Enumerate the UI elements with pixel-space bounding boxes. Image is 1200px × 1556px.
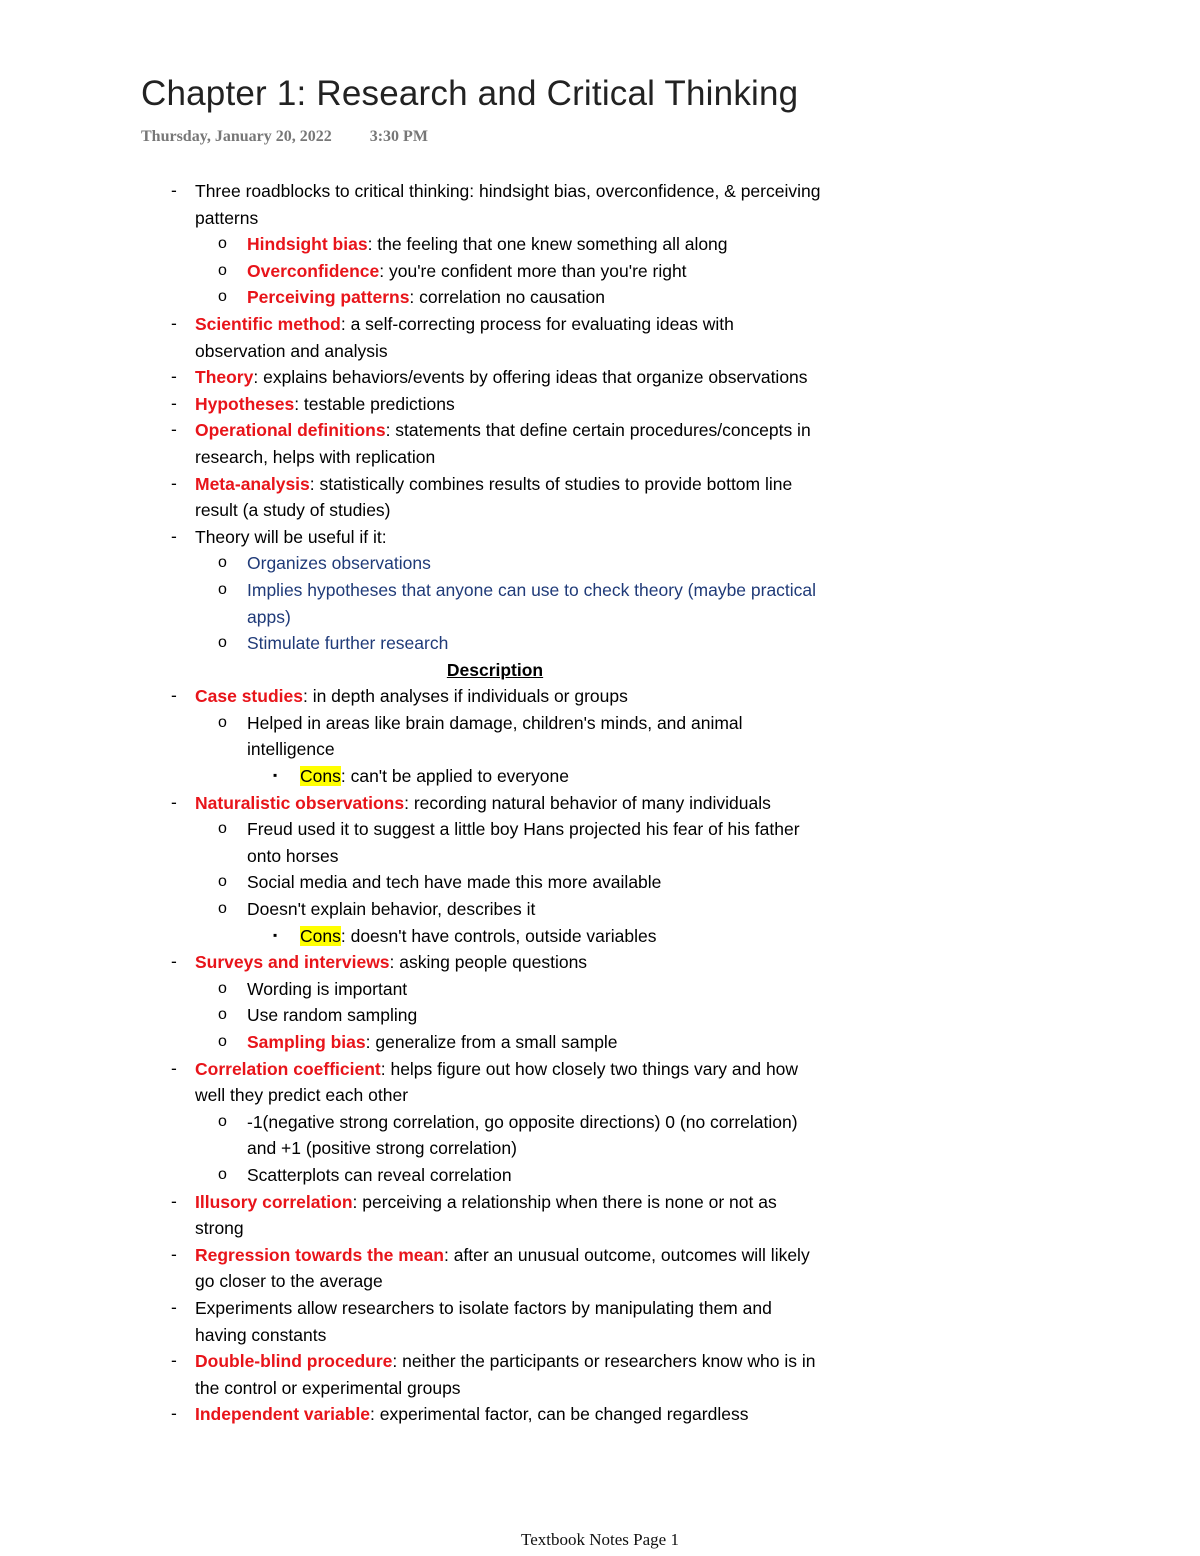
note-body: Social media and tech have made this more available	[247, 872, 662, 893]
note-text	[247, 553, 431, 573]
note-item	[165, 816, 825, 869]
key-term: Hypotheses	[195, 393, 295, 414]
page-title: Chapter 1: Research and Critical Thinking	[141, 74, 799, 113]
note-item	[165, 923, 825, 950]
key-term: Perceiving patterns	[247, 287, 410, 308]
note-text	[195, 394, 455, 414]
dash-bullet-icon: -	[171, 525, 177, 546]
note-body: : neither the participants or researchers know who is in the control or experimental groups	[195, 1351, 816, 1398]
key-term: Surveys and interviews	[195, 952, 390, 973]
note-text	[247, 1005, 417, 1025]
note-body: : can't be applied to everyone	[340, 766, 569, 787]
circle-bullet-icon: o	[218, 1112, 227, 1130]
note-item	[165, 231, 825, 258]
note-text	[247, 580, 816, 627]
circle-bullet-icon: o	[218, 1006, 227, 1024]
note-item	[165, 949, 825, 976]
note-item	[165, 1348, 825, 1401]
note-text	[247, 899, 535, 919]
note-item	[165, 763, 825, 790]
note-body: : perceiving a relationship when there is none or not as strong	[195, 1191, 777, 1239]
dash-bullet-icon: -	[171, 1057, 177, 1078]
note-item	[165, 391, 825, 418]
note-body: Experiments allow researchers to isolate factors by manipulating them and having constants	[195, 1297, 772, 1345]
note-text	[247, 1032, 618, 1052]
note-body: Theory will be useful if it:	[195, 526, 387, 547]
note-item	[165, 550, 825, 577]
note-body: : a self-correcting process for evaluating ideas with observation and analysis	[195, 313, 734, 361]
key-term: Hindsight bias	[247, 234, 368, 255]
circle-bullet-icon: o	[218, 580, 227, 598]
highlighted-label: Cons	[300, 766, 341, 787]
note-text	[247, 872, 661, 892]
dash-bullet-icon: -	[171, 791, 177, 812]
note-text	[195, 1351, 816, 1398]
note-item	[165, 471, 825, 524]
dash-bullet-icon: -	[171, 1350, 177, 1371]
note-body: -1(negative strong correlation, go opposite directions) 0 (no correlation) and +1 (positive strong correlation)	[247, 1111, 798, 1159]
dash-bullet-icon: -	[171, 419, 177, 440]
note-text	[195, 314, 734, 361]
note-body: Implies hypotheses that anyone can use to check theory (maybe practical apps)	[247, 579, 817, 627]
note-text	[247, 819, 800, 866]
note-item	[165, 1162, 825, 1189]
dash-bullet-icon: -	[171, 180, 177, 200]
note-body: Helped in areas like brain damage, children's minds, and animal intelligence	[247, 712, 743, 760]
key-term: Correlation coefficient	[195, 1058, 381, 1079]
note-text	[195, 1059, 798, 1106]
note-item	[165, 1401, 825, 1428]
square-bullet-icon: ▪	[273, 927, 278, 942]
note-body: Doesn't explain behavior, describes it	[247, 899, 536, 920]
note-item	[165, 1002, 825, 1029]
dash-bullet-icon: -	[171, 1190, 177, 1211]
dash-bullet-icon: -	[171, 366, 177, 387]
note-text	[247, 633, 448, 653]
dash-bullet-icon: -	[171, 1403, 177, 1424]
circle-bullet-icon: o	[218, 979, 227, 997]
note-body: : explains behaviors/events by offering ideas that organize observations	[253, 367, 808, 388]
note-item	[165, 1242, 825, 1295]
note-item	[165, 869, 825, 896]
note-body: : asking people questions	[389, 952, 588, 973]
note-text	[195, 1404, 748, 1424]
circle-bullet-icon: o	[218, 554, 227, 572]
note-item	[165, 976, 825, 1003]
dash-bullet-icon: -	[171, 1243, 177, 1264]
note-body: Freud used it to suggest a little boy Hans projected his fear of his father onto horses	[247, 819, 800, 866]
dash-bullet-icon: -	[171, 685, 177, 706]
key-term: Independent variable	[195, 1404, 371, 1425]
page-time: 3:30 PM	[369, 128, 428, 145]
circle-bullet-icon: o	[218, 261, 227, 279]
note-body: Description	[446, 659, 544, 680]
key-term: Regression towards the mean	[195, 1244, 444, 1265]
page-date: Thursday, January 20, 2022	[141, 128, 332, 145]
circle-bullet-icon: o	[218, 1033, 227, 1050]
circle-bullet-icon: o	[218, 900, 227, 918]
note-text	[195, 793, 771, 813]
note-body: : helps figure out how closely two things vary and how well they predict each other	[195, 1058, 799, 1106]
key-term: Sampling bias	[247, 1032, 366, 1052]
highlighted-label: Cons	[300, 925, 341, 946]
note-item	[165, 417, 825, 470]
note-text	[247, 287, 605, 307]
note-body: Use random sampling	[247, 1005, 418, 1026]
note-item	[165, 311, 825, 364]
note-body: : correlation no causation	[409, 287, 605, 308]
note-body: Scatterplots can reveal correlation	[247, 1164, 512, 1185]
note-text	[195, 420, 811, 467]
note-item	[165, 524, 825, 551]
note-item	[165, 1189, 825, 1242]
circle-bullet-icon: o	[218, 634, 227, 652]
page-meta	[141, 128, 428, 146]
key-term: Scientific method	[195, 313, 341, 334]
note-body: : generalize from a small sample	[365, 1032, 618, 1052]
dash-bullet-icon: -	[171, 392, 177, 413]
dash-bullet-icon: -	[171, 472, 177, 493]
note-body: : testable predictions	[294, 393, 455, 414]
note-text	[195, 527, 387, 547]
dash-bullet-icon: -	[171, 312, 177, 333]
note-item	[165, 630, 825, 657]
note-body: : after an unusual outcome, outcomes will likely go closer to the average	[195, 1244, 810, 1292]
note-text	[195, 1245, 810, 1292]
note-text	[247, 1112, 798, 1159]
note-item	[165, 683, 825, 710]
note-text	[300, 926, 656, 946]
key-term: Operational definitions	[195, 420, 386, 441]
note-item	[165, 1109, 825, 1162]
note-item	[165, 896, 825, 923]
note-body: : you're confident more than you're right	[379, 260, 687, 281]
note-text	[195, 1192, 777, 1239]
section-heading	[165, 657, 825, 684]
note-body: : statistically combines results of studies to provide bottom line result (a study of studies)	[195, 473, 793, 521]
note-text	[195, 181, 820, 228]
circle-bullet-icon: o	[218, 713, 227, 731]
note-item	[165, 178, 825, 231]
note-item	[165, 790, 825, 817]
key-term: Double-blind procedure	[195, 1351, 393, 1372]
note-body: : in depth analyses if individuals or groups	[302, 686, 628, 707]
key-term: Case studies	[195, 686, 303, 707]
note-body: : the feeling that one knew something all along	[367, 234, 728, 255]
key-term: Theory	[195, 367, 254, 388]
key-term: Naturalistic observations	[195, 792, 405, 813]
note-text	[195, 474, 792, 521]
note-item	[165, 284, 825, 311]
note-body: Organizes observations	[247, 553, 431, 574]
note-text	[247, 261, 687, 281]
note-text	[300, 766, 569, 786]
note-text	[247, 713, 743, 760]
page-footer: Textbook Notes Page 1	[521, 1530, 679, 1549]
note-item	[165, 258, 825, 285]
dash-bullet-icon: -	[171, 1296, 177, 1317]
circle-bullet-icon: o	[218, 1165, 227, 1183]
note-body: : doesn't have controls, outside variables	[340, 925, 657, 946]
notes-outline	[165, 178, 825, 1428]
circle-bullet-icon: o	[218, 873, 227, 891]
note-text	[247, 1165, 512, 1185]
square-bullet-icon: ▪	[273, 768, 278, 783]
note-text	[247, 234, 728, 254]
circle-bullet-icon: o	[218, 235, 227, 253]
note-item	[165, 1029, 825, 1056]
note-text	[195, 952, 587, 972]
note-text	[195, 367, 808, 387]
circle-bullet-icon: o	[218, 820, 227, 838]
key-term: Meta-analysis	[195, 473, 310, 494]
note-text	[195, 1298, 772, 1345]
note-body: Wording is important	[247, 978, 408, 999]
note-body: : statements that define certain procedures/concepts in research, helps with replication	[195, 420, 811, 467]
note-body: Three roadblocks to critical thinking: hindsight bias, overconfidence, & perceiving patterns	[195, 181, 821, 228]
key-term: Overconfidence	[247, 260, 380, 281]
note-body: Stimulate further research	[247, 633, 449, 654]
note-body: : recording natural behavior of many individuals	[404, 792, 771, 813]
note-item	[165, 364, 825, 391]
note-item	[165, 1056, 825, 1109]
note-item	[165, 577, 825, 630]
circle-bullet-icon: o	[218, 288, 227, 306]
key-term: Illusory correlation	[195, 1191, 353, 1212]
note-text	[195, 686, 628, 706]
note-item	[165, 1295, 825, 1348]
note-text	[447, 660, 543, 680]
note-text	[247, 979, 407, 999]
note-item	[165, 710, 825, 763]
dash-bullet-icon: -	[171, 951, 177, 972]
note-body: : experimental factor, can be changed regardless	[370, 1404, 749, 1425]
